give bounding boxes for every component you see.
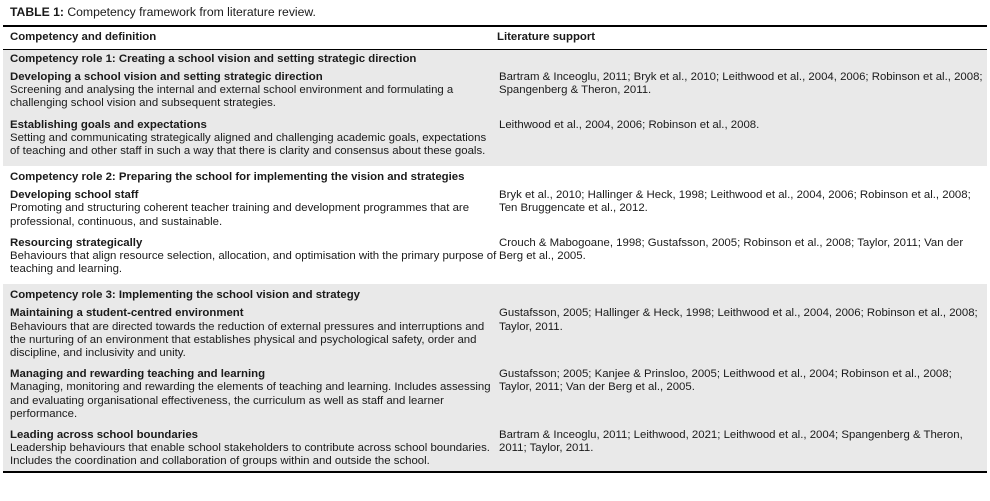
- literature-cell: Leithwood et al., 2004, 2006; Robinson et al., 2008.: [499, 118, 760, 131]
- header-competency: Competency and definition: [10, 31, 157, 44]
- section-role-3: [3, 284, 987, 470]
- competency-cell: [10, 189, 497, 229]
- table-row: [3, 368, 987, 429]
- literature-cell: Crouch & Mabogoane, 1998; Gustafsson, 2005; Robinson et al., 2008; Taylor, 2011; Van der Berg et al., 2005.: [499, 236, 964, 263]
- competency-title: Establishing goals and expectations: [10, 118, 207, 131]
- literature-cell: Gustafsson; 2005; Kanjee & Prinsloo, 2005; Leithwood et al., 2004; Robinson et al., 2008; Taylor, 2011; Van der Berg et al., 2005.: [499, 368, 952, 394]
- literature-cell: Bryk et al., 2010; Hallinger & Heck, 1998; Leithwood et al., 2004, 2006; Robinson et al., 2008; Ten Bruggencate et al., 2012.: [499, 189, 971, 215]
- literature-cell: Bartram & Inceoglu, 2011; Bryk et al., 2010; Leithwood et al., 2004, 2006; Robinson et al., 2008; Spangenberg & Theron, 2011.: [499, 71, 983, 97]
- table-row: [3, 429, 987, 471]
- competency-definition: Managing, monitoring and rewarding the elements of teaching and learning. Includes assessing and evaluating organisational effectiveness, the curriculum as well as staff and learner performance.: [10, 381, 491, 420]
- competency-definition: Promoting and structuring coherent teacher training and development programmes that are professional, continuous, and sustainable.: [10, 202, 470, 228]
- competency-title: Developing school staff: [10, 189, 139, 202]
- competency-definition: Behaviours that are directed towards the reduction of external pressures and interruptions and the nurturing of an environment that establishes physical and psychological safety, order and discipline, and inclusivity and unity.: [10, 320, 485, 360]
- section-role-2: [3, 166, 987, 284]
- competency-cell: [10, 307, 497, 360]
- literature-cell: Gustafsson, 2005; Hallinger & Heck, 1998; Leithwood et al., 2004, 2006; Robinson et al., 2008; Taylor, 2011.: [499, 307, 978, 333]
- table-header: [3, 27, 987, 49]
- role-heading: Competency role 2: Preparing the school for implementing the vision and strategies: [10, 171, 465, 184]
- table-row: [3, 71, 987, 119]
- competency-title: Maintaining a student-centred environment: [10, 307, 244, 320]
- table-row: [3, 237, 987, 285]
- competency-cell: [10, 237, 497, 277]
- caption-label: TABLE 1:: [10, 5, 64, 19]
- competency-cell: [10, 429, 497, 469]
- competency-cell: [10, 119, 497, 159]
- bottom-rule: [3, 471, 987, 473]
- literature-cell: Bartram & Inceoglu, 2011; Leithwood, 2021; Leithwood et al., 2004; Spangenberg & Theron, 2011; Taylor, 2011.: [499, 429, 963, 455]
- competency-definition: Behaviours that align resource selection, allocation, and optimisation with the primary purpose of teaching and learning.: [10, 250, 497, 276]
- competency-title: Resourcing strategically: [10, 236, 143, 249]
- competency-definition: Setting and communicating strategically aligned and challenging academic goals, expectations of teaching and other staff in such a way that there is clarity and consensus about these goals.: [10, 131, 487, 158]
- role-heading: Competency role 1: Creating a school vision and setting strategic direction: [10, 53, 417, 65]
- competency-cell: [10, 71, 497, 111]
- table-row: [3, 119, 987, 167]
- table-row: [3, 307, 987, 368]
- competency-definition: Leadership behaviours that enable school stakeholders to contribute across school boundaries. Includes the coordination and collaboration of groups within and outside the school.: [10, 442, 490, 468]
- caption-text: Competency framework from literature review.: [63, 5, 316, 19]
- section-role-1: [3, 50, 987, 166]
- competency-cell: [10, 368, 497, 421]
- role-heading: Competency role 3: Implementing the school vision and strategy: [10, 289, 361, 302]
- table-caption: [3, 0, 987, 25]
- competency-title: Developing a school vision and setting strategic direction: [10, 71, 323, 83]
- table-figure: [3, 0, 987, 473]
- competency-title: Leading across school boundaries: [10, 429, 198, 442]
- table-row: [3, 189, 987, 237]
- competency-title: Managing and rewarding teaching and learning: [10, 368, 266, 381]
- header-literature: Literature support: [497, 31, 596, 44]
- competency-definition: Screening and analysing the internal and external school environment and formulating a challenging school vision and subsequent strategies.: [10, 84, 454, 110]
